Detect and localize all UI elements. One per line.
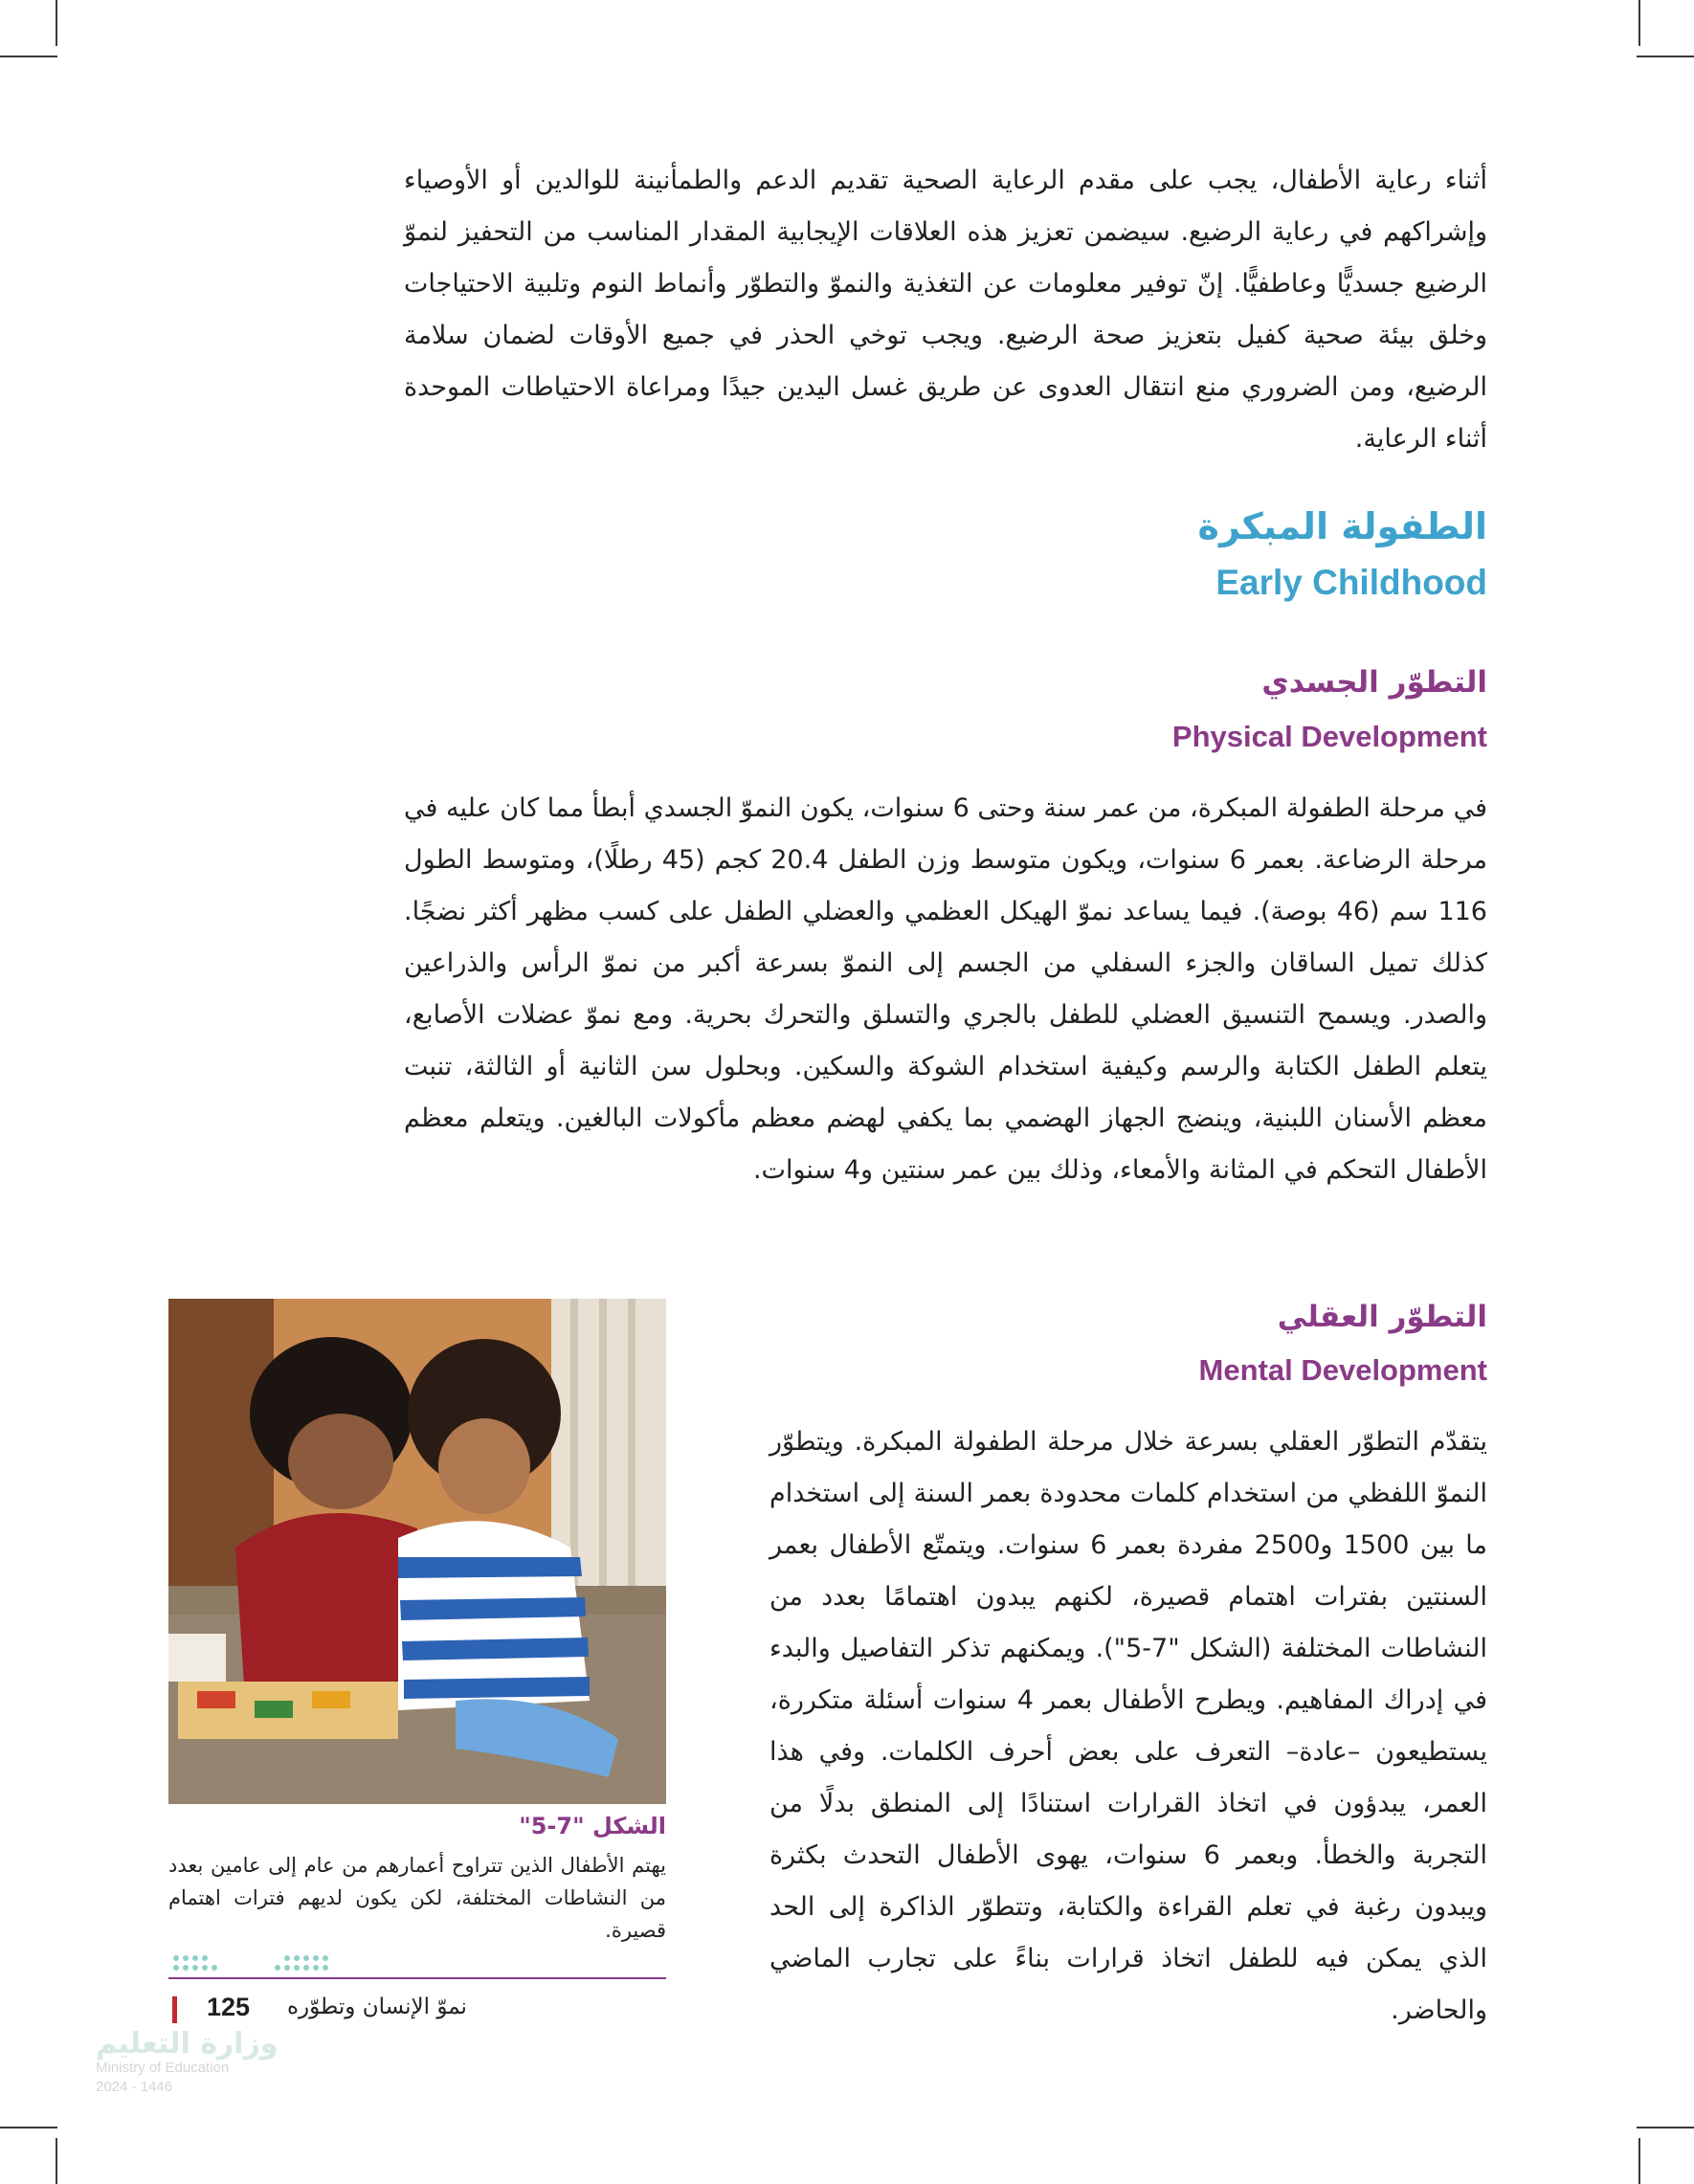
mental-development-heading-ar: التطوّر العقلي <box>1277 1300 1487 1334</box>
page-number-bar <box>172 1996 177 2023</box>
crop-mark <box>1637 2127 1694 2128</box>
page-number: 125 <box>207 1993 251 2021</box>
watermark-ministry-en: Ministry of Education <box>96 2060 230 2076</box>
crop-mark <box>0 56 57 57</box>
figure-photo-children-puzzle <box>168 1299 666 1804</box>
watermark-year: 2024 - 1446 <box>96 2079 173 2095</box>
mental-development-heading-en: Mental Development <box>1198 1353 1487 1387</box>
mental-development-paragraph: يتقدّم التطوّر العقلي بسرعة خلال مرحلة الطفولة المبكرة. ويتطوّر النموّ اللفظي من استخدام كلمات محدودة بعمر السنة إلى استخدام ما بين 1500 و2500 مفردة بعمر 6 سنوات. ويتمتّع الأطفال بعمر السنتين بفترات اهتمام قصيرة، لكنهم يبدون اهتمامًا بعدد من النشاطات المختلفة (الشكل "7-5"). ويمكنهم تذكر التفاصيل والبدء في إدراك المفاهيم. ويطرح الأطفال بعمر 4 سنوات أسئلة متكررة، يستطيعون –عادة– التعرف على بعض أحرف الكلمات. وفي هذا العمر، يبدؤون في اتخاذ القرارات استنادًا إلى المنطق بدلًا من التجربة والخطأ. وبعمر 6 سنوات، يهوى الأطفال التحدث بكثرة ويبدون رغبة في تعلم القراءة والكتابة، وتتطوّر الذاكرة إلى الحد الذي يمكن فيه للطفل اتخاذ قرارات بناءً على تجارب الماضي والحاضر. <box>769 1427 1487 2025</box>
crop-mark <box>56 2138 57 2184</box>
physical-development-heading-ar: التطوّر الجسدي <box>1261 665 1487 700</box>
ministry-logo-dots-icon <box>172 1952 345 1975</box>
crop-mark <box>1637 56 1694 57</box>
early-childhood-heading-ar: الطفولة المبكرة <box>1197 505 1487 547</box>
book-title: نموّ الإنسان وتطوّره <box>287 1995 467 2019</box>
footer-divider <box>168 1977 666 1979</box>
figure-caption: يهتم الأطفال الذين تتراوح أعمارهم من عام إلى عامين بعدد من النشاطات المختلفة، لكن يكون لديهم فترات اهتمام قصيرة. <box>168 1854 666 1942</box>
intro-paragraph: أثناء رعاية الأطفال، يجب على مقدم الرعاية الصحية تقديم الدعم والطمأنينة للوالدين أو الأوصياء وإشراكهم في رعاية الرضيع. سيضمن تعزيز هذه العلاقات الإيجابية المقدار المناسب من التحفيز لنموّ الرضيع جسديًّا وعاطفيًّا. إنّ توفير معلومات عن التغذية والنموّ والتطوّر وأنماط النوم وتلبية الاحتياجات وخلق بيئة صحية كفيل بتعزيز صحة الرضيع. ويجب توخي الحذر في جميع الأوقات لضمان سلامة الرضيع، ومن الضروري منع انتقال العدوى عن طريق غسل اليدين جيدًا ومراعاة الاحتياطات الموحدة أثناء الرعاية. <box>404 166 1487 454</box>
crop-mark <box>1638 2138 1640 2184</box>
physical-development-heading-en: Physical Development <box>1171 720 1487 753</box>
crop-mark <box>56 0 57 46</box>
crop-mark <box>1638 0 1640 46</box>
crop-mark <box>0 2127 57 2128</box>
figure-title: الشكل "7-5" <box>519 1813 666 1839</box>
watermark-ministry-ar: وزارة التعليم <box>96 2027 279 2061</box>
early-childhood-heading-en: Early Childhood <box>1215 563 1487 602</box>
physical-development-paragraph: في مرحلة الطفولة المبكرة، من عمر سنة وحتى 6 سنوات، يكون النموّ الجسدي أبطأ مما كان عليه في مرحلة الرضاعة. بعمر 6 سنوات، ويكون متوسط وزن الطفل 20.4 كجم (45 رطلًا)، ومتوسط الطول 116 سم (46 بوصة). فيما يساعد نموّ الهيكل العظمي والعضلي الطفل على كسب مظهر أكثر نضجًا. كذلك تميل الساقان والجزء السفلي من الجسم إلى النموّ بسرعة أكبر من نموّ الرأس والذراعين والصدر. ويسمح التنسيق العضلي للطفل بالجري والتسلق والتحرك بحرية. ومع نموّ عضلات الأصابع، يتعلم الطفل الكتابة والرسم وكيفية استخدام الشوكة والسكين. وبحلول سن الثانية أو الثالثة، تنبت معظم الأسنان اللبنية، وينضج الجهاز الهضمي بما يكفي لهضم معظم مأكولات البالغين. ويتعلم معظم الأطفال التحكم في المثانة والأمعاء، وذلك بين عمر سنتين و4 سنوات. <box>404 793 1487 1185</box>
